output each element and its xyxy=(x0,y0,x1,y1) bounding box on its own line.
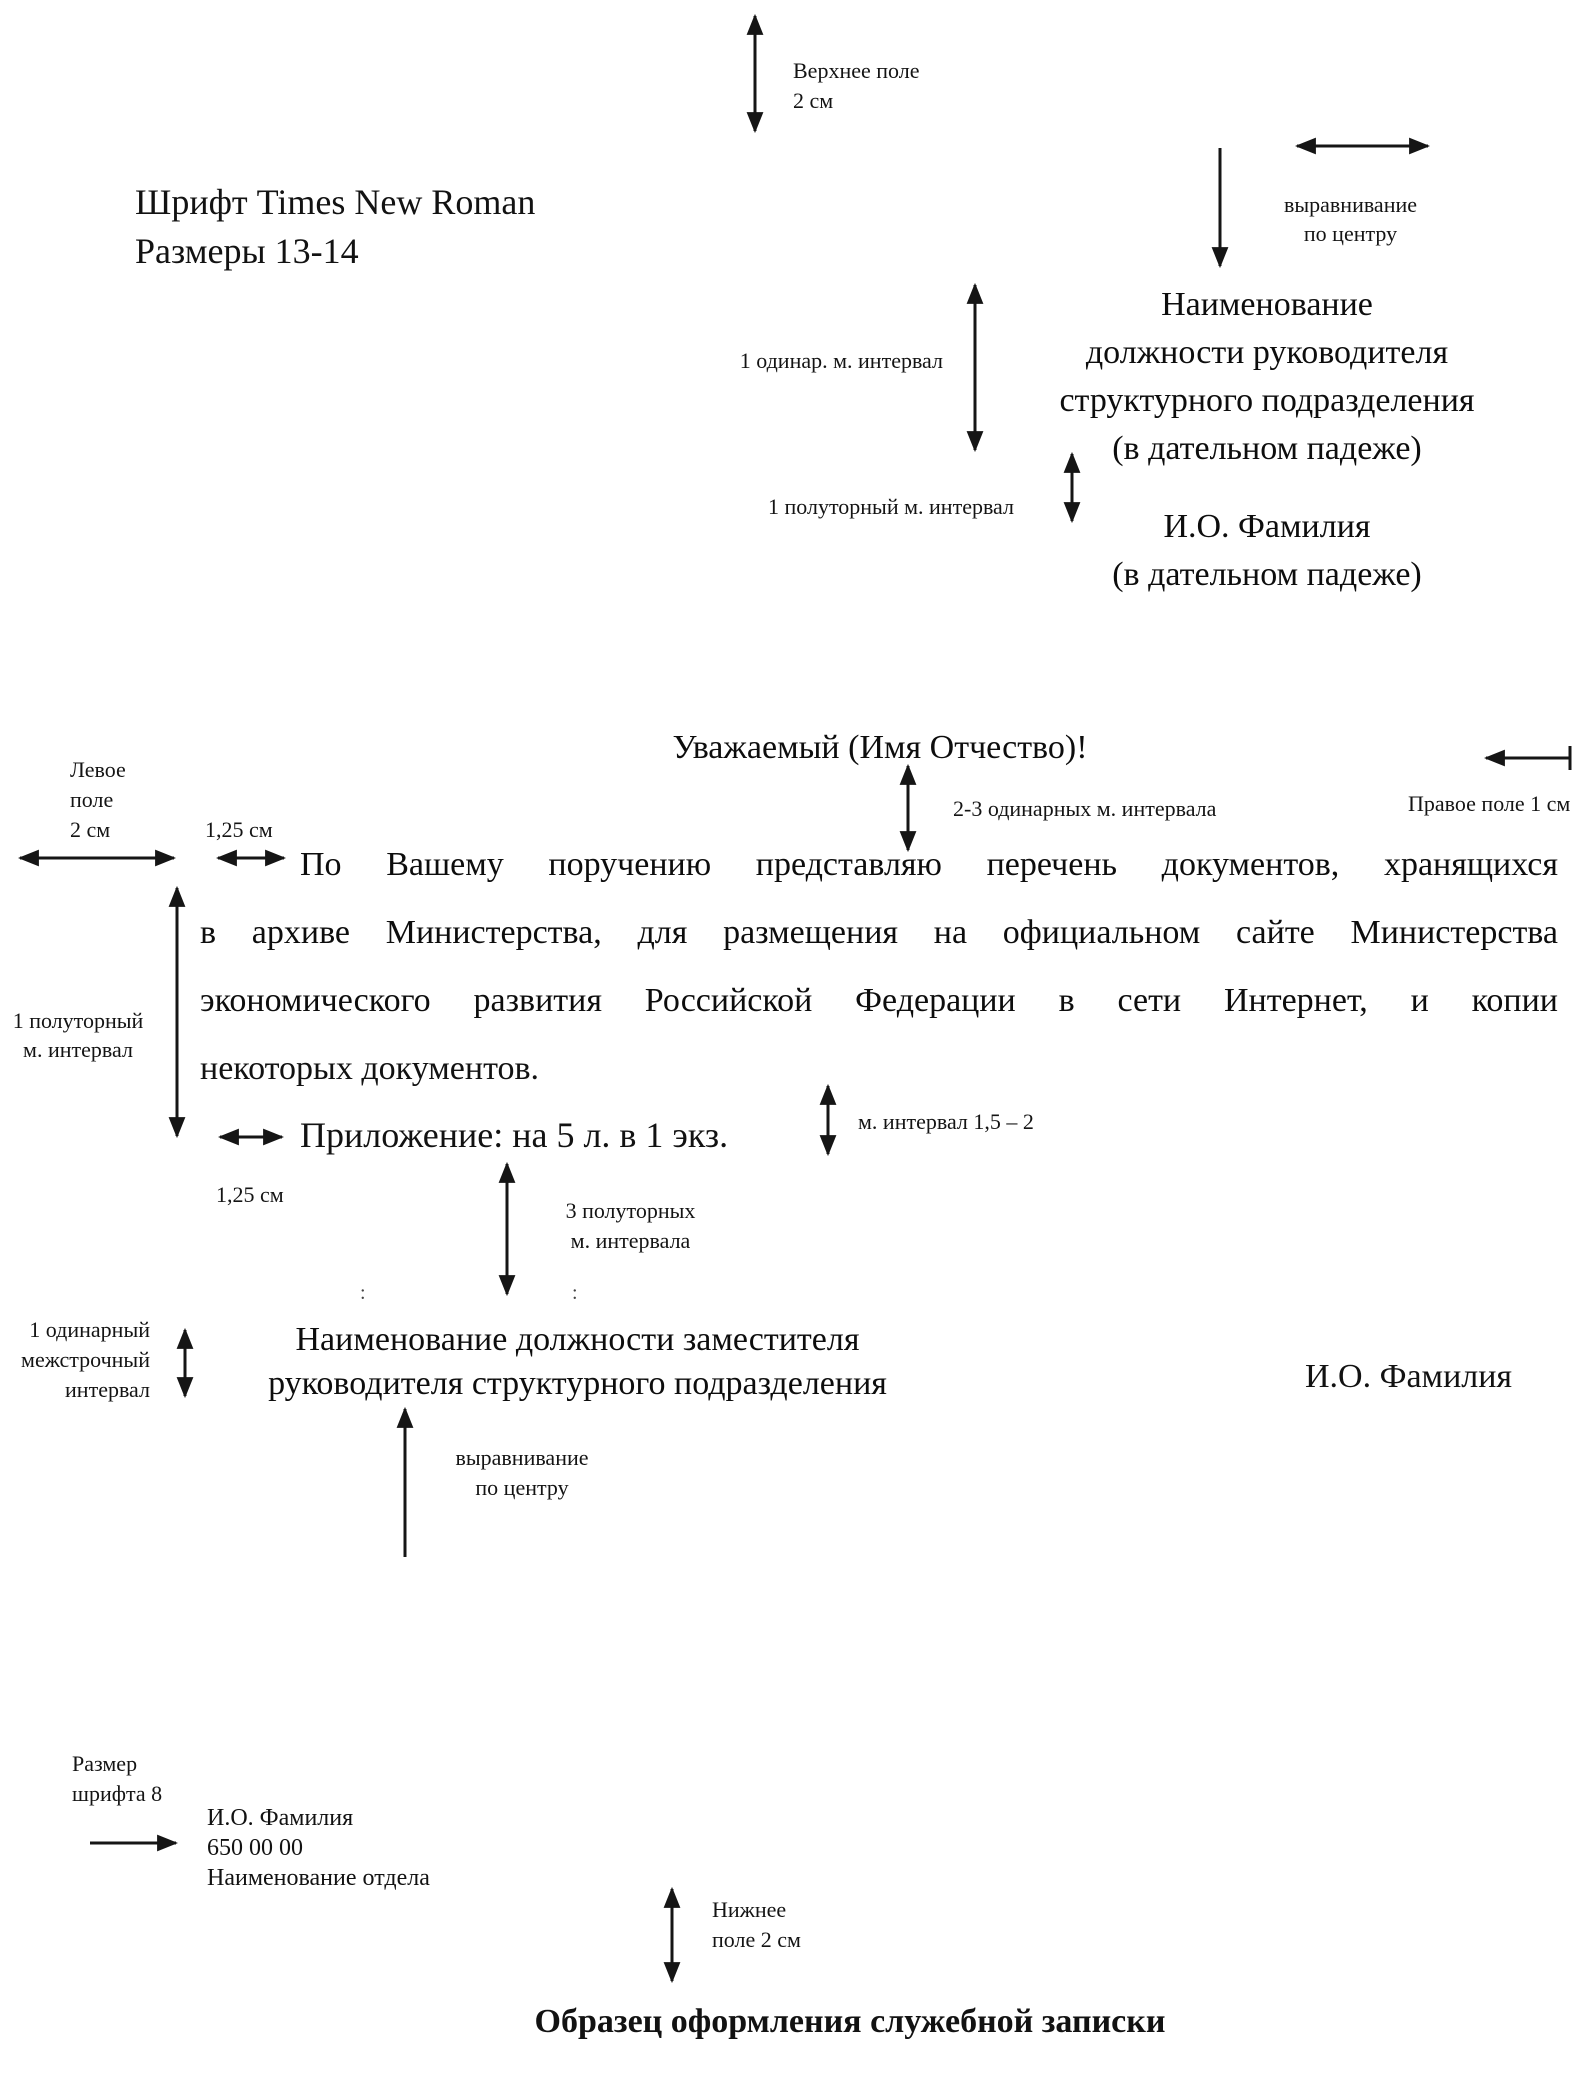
scan-artifact-colon: : xyxy=(360,1282,366,1304)
body-line-1: По Вашему поручению представляю перечень документов, хранящихся xyxy=(300,846,1558,883)
top-margin-note-line2: 2 см xyxy=(793,88,834,113)
addressee-position-line: структурного подразделения xyxy=(1059,382,1475,419)
single-interval-note: 1 одинар. м. интервал xyxy=(739,348,943,373)
single-interline-note-line3: интервал xyxy=(65,1377,150,1402)
align-center-top-line2: по центру xyxy=(1303,221,1398,246)
align-center-signature-note xyxy=(448,1443,596,1503)
executor-department: Наименование отдела xyxy=(207,1865,430,1891)
executor-name: И.О. Фамилия xyxy=(207,1805,354,1831)
executor-phone: 650 00 00 xyxy=(207,1835,303,1861)
align-center-signature-line2: по центру xyxy=(475,1475,569,1500)
align-center-top-line1: выравнивание xyxy=(1283,192,1418,217)
font-size-8-note xyxy=(72,1749,162,1809)
addressee-position-line: Наименование xyxy=(1161,286,1373,323)
addressee-position-line: (в дательном падеже) xyxy=(1112,430,1422,467)
scan-artifact-colon: : xyxy=(572,1282,578,1304)
body-line-2: в архиве Министерства, для размещения на официальном сайте Министерства xyxy=(200,914,1558,951)
align-center-signature-line1: выравнивание xyxy=(455,1445,589,1470)
single-interline-note-line1: 1 одинарный xyxy=(29,1317,150,1342)
top-margin-note xyxy=(793,56,919,116)
font-note-line1: Шрифт Times New Roman xyxy=(135,182,536,222)
left-margin-note-line3: 2 см xyxy=(70,817,111,842)
executor-block xyxy=(207,1803,430,1893)
top-margin-note-line1: Верхнее поле xyxy=(793,58,920,83)
one-half-interval-note: 1 полуторный м. интервал xyxy=(768,494,1014,519)
left-one-half-note-line1: 1 полуторный xyxy=(12,1008,144,1033)
font-note xyxy=(135,178,535,276)
signature-position xyxy=(205,1318,950,1406)
interval-15-2-note: м. интервал 1,5 – 2 xyxy=(858,1109,1034,1134)
three-one-half-intervals-note xyxy=(548,1196,713,1256)
left-one-half-interval-note xyxy=(8,1006,148,1064)
bottom-margin-note-line2: поле 2 см xyxy=(712,1927,801,1952)
signature-position-line1: Наименование должности заместителя xyxy=(295,1321,860,1358)
signature-name: И.О. Фамилия xyxy=(1305,1358,1513,1395)
second-indent-note: 1,25 см xyxy=(216,1182,284,1207)
signature-position-line2: руководителя структурного подразделения xyxy=(268,1365,887,1402)
addressee-name xyxy=(1020,503,1514,599)
right-margin-note: Правое поле 1 см xyxy=(1408,791,1571,816)
single-interline-note xyxy=(10,1315,150,1405)
addressee-name-line: (в дательном падеже) xyxy=(1112,556,1422,593)
attachment-line: Приложение: на 5 л. в 1 экз. xyxy=(300,1115,729,1155)
left-one-half-note-line2: м. интервал xyxy=(23,1037,133,1062)
salutation: Уважаемый (Имя Отчество)! xyxy=(672,729,1088,766)
three-one-half-note-line2: м. интервала xyxy=(570,1228,691,1253)
two-three-intervals-note: 2-3 одинарных м. интервала xyxy=(953,796,1217,821)
addressee-position xyxy=(1020,281,1514,473)
font-note-line2: Размеры 13-14 xyxy=(135,231,359,271)
addressee-name-line: И.О. Фамилия xyxy=(1163,508,1371,545)
left-margin-note-line1: Левое xyxy=(70,757,126,782)
align-center-top-note xyxy=(1263,190,1438,248)
addressee-position-line: должности руководителя xyxy=(1085,334,1449,371)
font-size-8-note-line1: Размер xyxy=(72,1751,138,1776)
body-line-4: некоторых документов. xyxy=(200,1050,540,1087)
bottom-margin-note-line1: Нижнее xyxy=(712,1897,787,1922)
left-margin-note-line2: поле xyxy=(70,787,114,812)
single-interline-note-line2: межстрочный xyxy=(21,1347,150,1372)
bottom-margin-note xyxy=(712,1895,801,1955)
right-margin-arrow xyxy=(1486,746,1570,770)
three-one-half-note-line1: 3 полуторных xyxy=(565,1198,696,1223)
font-size-8-note-line2: шрифта 8 xyxy=(72,1781,163,1806)
left-margin-note xyxy=(70,755,126,845)
body-line-3: экономического развития Российской Федерации в сети Интернет, и копии xyxy=(200,982,1558,1019)
first-indent-note: 1,25 см xyxy=(205,817,273,842)
page-caption: Образец оформления служебной записки xyxy=(534,2003,1166,2040)
